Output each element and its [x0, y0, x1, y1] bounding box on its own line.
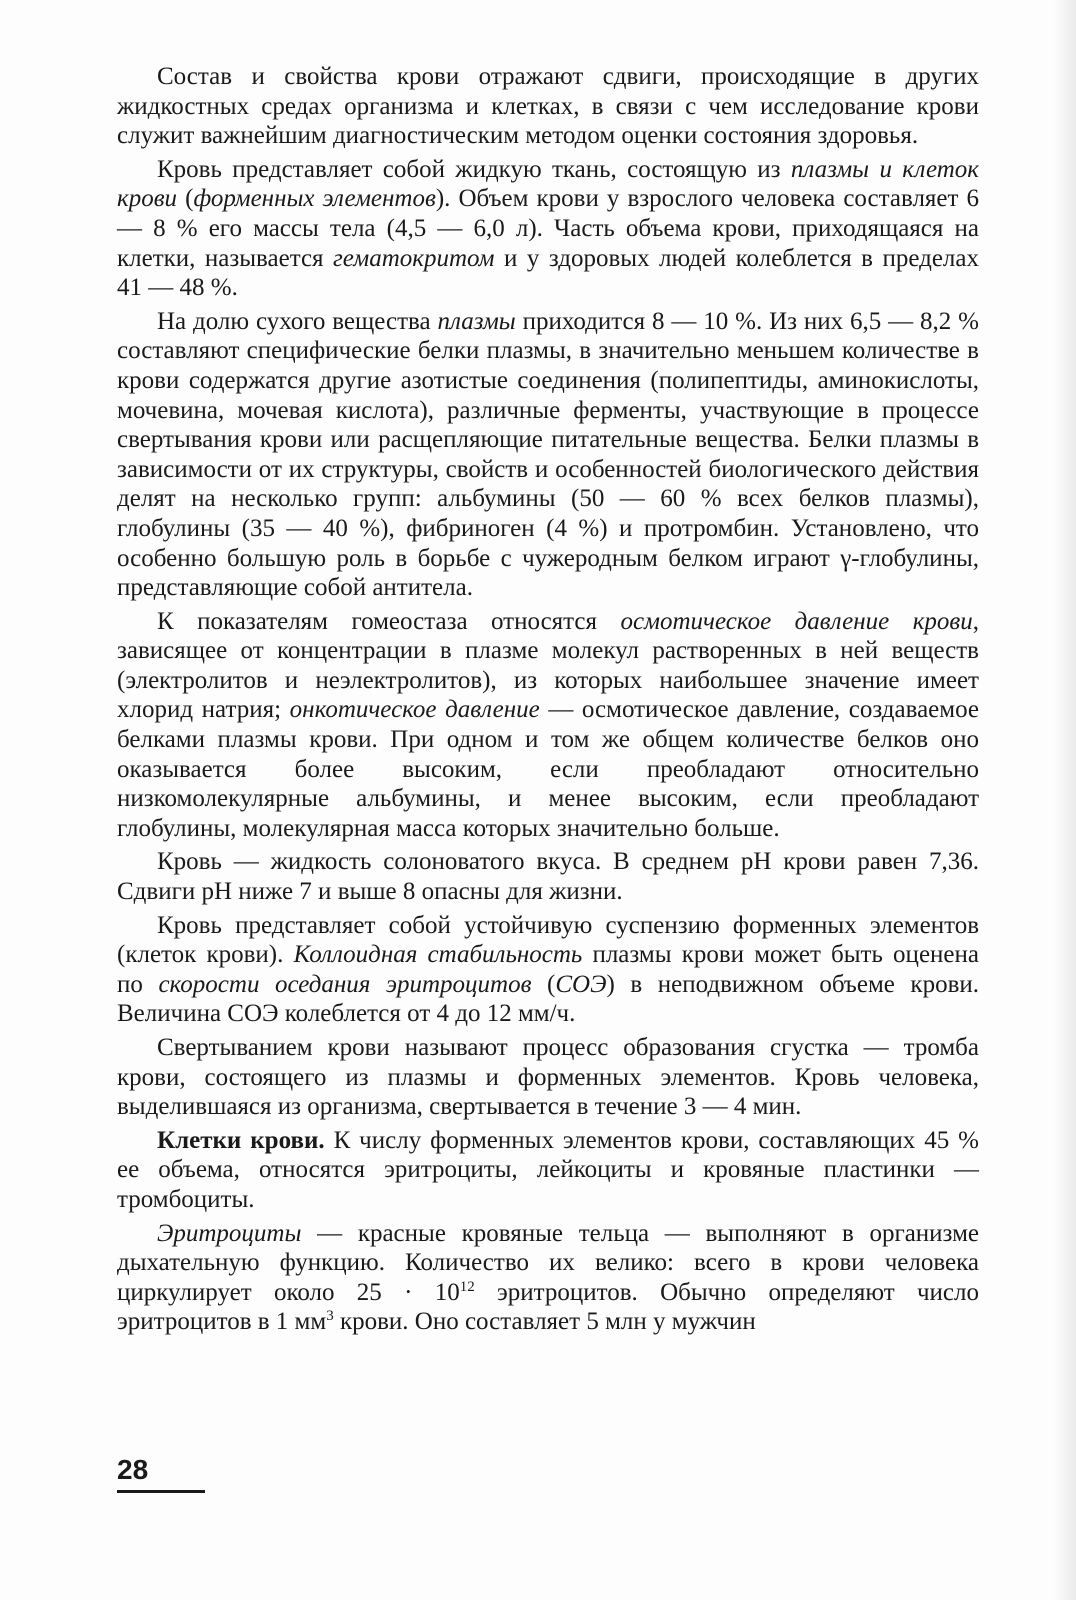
paragraph [117, 1126, 979, 1215]
italic-term: онкотическое давление [289, 696, 540, 724]
superscript: 3 [326, 1308, 334, 1325]
italic-term: скорости оседания эритроцитов [158, 970, 532, 998]
italic-term: плазмы [437, 307, 516, 335]
paragraph [117, 307, 979, 603]
text-run: К числу форменных элементов крови, составляющих 45 % ее объема, относятся эритроциты, лейкоциты и кровяные пластинки — тромбоциты. [117, 1126, 979, 1213]
italic-term: Коллоидная стабильность [293, 941, 583, 969]
paragraph [117, 1219, 979, 1337]
paragraph [117, 607, 979, 844]
body-text [117, 62, 979, 1341]
paragraph [117, 62, 979, 151]
page-number: 28 [117, 1454, 149, 1485]
superscript: 12 [459, 1278, 475, 1295]
italic-term: плазмы и клеток крови [117, 155, 979, 213]
paragraph [117, 155, 979, 303]
text-run: плазмы крови может быть оценена по [117, 941, 979, 998]
paragraph [117, 847, 979, 906]
bold-heading: Клетки крови. [157, 1126, 325, 1154]
page-number-rule [117, 1490, 205, 1493]
text-run: — красные кровяные тельца — выполняют в организме дыхательную функцию. Количество их велико: всего в крови человека циркулирует около 25 · 10 [117, 1219, 979, 1306]
text-run: Свертыванием крови называют процесс образования сгустка — тромба крови, состоящего из плазмы и форменных элементов. Кровь человека, выделившаяся из организма, свертывается в течение 3 — 4 мин. [117, 1034, 979, 1121]
text-run: , зависящее от концентрации в плазме молекул растворенных в ней веществ (электролитов и неэлектролитов), из которых наибольшее значение имеет хлорид натрия; [117, 607, 979, 724]
italic-term: гематокритом [333, 244, 495, 272]
text-run: На долю сухого вещества [157, 307, 438, 335]
text-run: ( [531, 970, 556, 998]
paragraph [117, 911, 979, 1029]
text-run: — осмотическое давление, создаваемое белками плазмы крови. При одном и том же общем количестве белков оно оказывается более высоким, если преобладают относительно низкомолекулярные альбумины, и менее высоким, если преобладают глобулины, молекулярная масса которых значительно больше. [117, 696, 979, 842]
text-run: Состав и свойства крови отражают сдвиги, происходящие в других жидкостных средах организма и клетках, в связи с чем исследование крови служит важнейшим диагностическим методом оценки состояния здоровья. [117, 63, 979, 150]
text-run: ( [177, 185, 194, 213]
text-run: эритроцитов. Обычно определяют число эритроцитов в 1 мм [117, 1278, 979, 1336]
text-run: Кровь — жидкость солоноватого вкуса. В среднем pH крови равен 7,36. Сдвиги pH ниже 7 и выше 8 опасны для жизни. [117, 848, 979, 906]
text-run: Кровь представляет собой жидкую ткань, состоящую из [157, 155, 791, 183]
text-run: ) в неподвижном объеме крови. Величина СОЭ колеблется от 4 до 12 мм/ч. [117, 970, 979, 1028]
italic-term: осмотическое давление крови [620, 607, 973, 635]
text-run: крови. Оно составляет 5 млн у мужчин [333, 1308, 756, 1336]
text-run: приходится 8 — 10 %. Из них 6,5 — 8,2 % составляют специфические белки плазмы, в значительно меньшем количестве в крови содержатся другие азотистые соединения (полипептиды, аминокислоты, мочевина, мочевая кислота), различные ферменты, участвующие в процессе свертывания крови или расщепляющие питательные вещества. Белки плазмы в зависимости от их структуры, свойств и особенностей биологического действия делят на несколько групп: альбумины (50 — 60 % всех белков плазмы), глобулины (35 — 40 %), фибриноген (4 %) и протромбин. Установлено, что особенно большую роль в борьбе с чужеродным белком играют γ-глобулины, представляющие собой антитела. [117, 307, 979, 602]
page-edge-shadow [1054, 0, 1076, 1600]
text-run: и у здоровых людей колеблется в пределах 41 — 48 %. [117, 244, 979, 302]
italic-term: СОЭ [555, 970, 607, 998]
italic-term: Эритроциты [157, 1219, 302, 1247]
italic-term: форменных элементов [193, 185, 436, 213]
text-run: К показателям гомеостаза относятся [157, 607, 621, 635]
text-run: Кровь представляет собой устойчивую суспензию форменных элементов (клеток крови). [117, 911, 979, 969]
text-run: ). Объем крови у взрослого человека составляет 6 — 8 % его массы тела (4,5 — 6,0 л). Часть объема крови, приходящаяся на клетки, называется [117, 185, 979, 272]
paragraph [117, 1033, 979, 1122]
